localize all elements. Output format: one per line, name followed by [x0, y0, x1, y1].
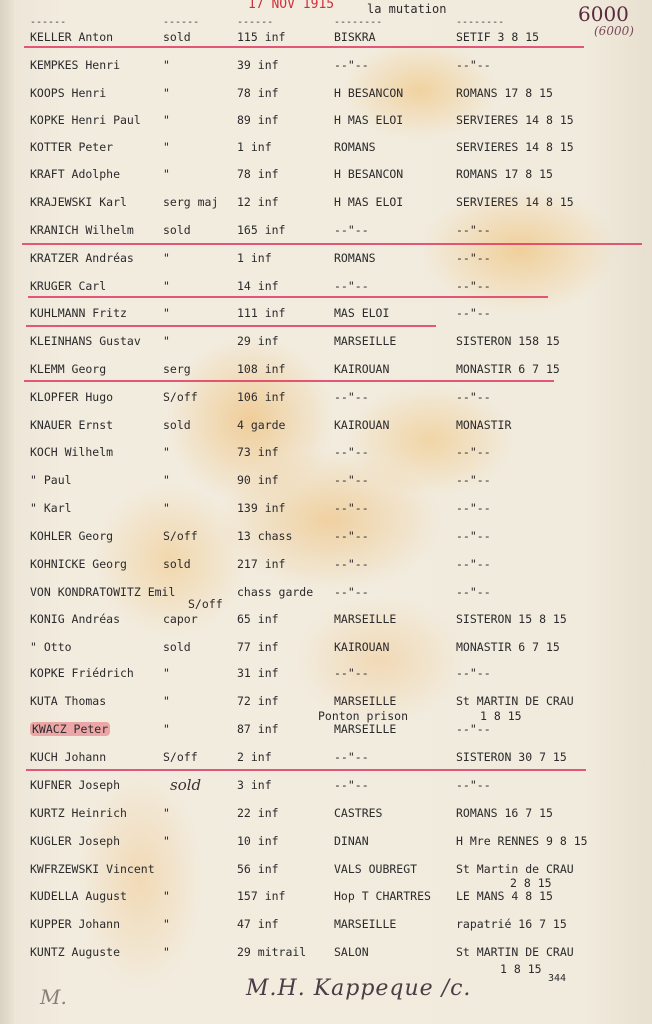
cell-destination: LE MANS 4 8 15	[456, 889, 553, 903]
cell-rank: "	[163, 334, 170, 348]
cell-destination: H Mre RENNES 9 8 15	[456, 834, 588, 848]
cell-location: --"--	[334, 501, 369, 515]
cell-name: KWACZ Peter	[32, 722, 109, 736]
cell-location: ROMANS	[334, 251, 376, 265]
cell-location: --"--	[334, 778, 369, 792]
cell-destination: SISTERON 30 7 15	[456, 750, 567, 764]
cell-location: VALS OUBREGT	[334, 862, 418, 876]
table-row	[0, 473, 652, 493]
cell-name: KUFNER Joseph	[30, 778, 121, 792]
red-underline	[24, 380, 554, 382]
cell-unit: 157 inf	[237, 889, 286, 903]
cell-unit: 1 inf	[237, 140, 272, 154]
cell-location: MARSEILLE	[334, 612, 397, 626]
cell-location: ROMANS	[334, 140, 376, 154]
cell-destination: ROMANS 16 7 15	[456, 806, 553, 820]
table-row	[0, 557, 652, 577]
cell-unit: 4 garde	[237, 418, 286, 432]
cell-destination: --"--	[456, 778, 491, 792]
cell-name: KUNTZ Auguste	[30, 945, 121, 959]
cell-name: KUGLER Joseph	[30, 834, 121, 848]
cell-location: SALON	[334, 945, 369, 959]
header-rule: ------	[163, 17, 200, 28]
cell-name: KELLER Anton	[30, 30, 114, 44]
cell-destination: St MARTIN DE CRAU	[456, 694, 574, 708]
cell-name: KEMPKES Henri	[30, 58, 121, 72]
cell-destination: St Martin de CRAU	[456, 862, 574, 876]
cell-rank: "	[163, 167, 170, 181]
table-row	[0, 306, 652, 326]
table-row	[0, 113, 652, 133]
cell-rank: sold	[163, 418, 191, 432]
cell-destination: --"--	[456, 390, 491, 404]
red-underline	[22, 243, 642, 245]
cell-rank: serg maj	[163, 195, 219, 209]
cell-name: VON KONDRATOWITZ Emil	[30, 585, 176, 599]
cell-unit: 29 mitrail	[237, 945, 307, 959]
cell-destination: --"--	[456, 501, 491, 515]
cell-name: KURTZ Heinrich	[30, 806, 127, 820]
cell-name: KOOPS Henri	[30, 86, 107, 100]
table-row	[0, 501, 652, 521]
cell-name: KOHLER Georg	[30, 529, 114, 543]
cell-rank: sold	[163, 557, 191, 571]
header-rule: ------	[30, 17, 67, 28]
cell-unit: 39 inf	[237, 58, 279, 72]
cell-destination: --"--	[456, 223, 491, 237]
cell-unit: 108 inf	[237, 362, 286, 376]
table-row	[0, 86, 652, 106]
table-row	[0, 722, 652, 742]
cell-destination: --"--	[456, 279, 491, 293]
cell-rank: "	[163, 113, 170, 127]
handwritten-rank: sold	[170, 776, 202, 794]
table-row	[0, 167, 652, 187]
cell-location: --"--	[334, 390, 369, 404]
table-row	[0, 640, 652, 660]
table-row	[0, 806, 652, 826]
cell-unit: chass garde	[237, 585, 314, 599]
cell-location: H MAS ELOI	[334, 113, 404, 127]
cell-location: --"--	[334, 473, 369, 487]
cell-name: KUDELLA August	[30, 889, 127, 903]
table-row	[0, 666, 652, 686]
cell-destination: SERVIERES 14 8 15	[456, 140, 574, 154]
cell-destination: --"--	[456, 557, 491, 571]
cell-location: MAS ELOI	[334, 306, 390, 320]
cell-name: " Otto	[30, 640, 72, 654]
cell-rank: "	[163, 445, 170, 459]
cell-name: KRATZER Andréas	[30, 251, 134, 265]
cell-rank: "	[163, 722, 170, 736]
table-row	[0, 445, 652, 465]
cell-destination: SERVIERES 14 8 15	[456, 113, 574, 127]
cell-rank: S/off	[163, 750, 198, 764]
cell-destination: --"--	[456, 58, 491, 72]
table-row	[0, 612, 652, 632]
cell-name: KUCH Johann	[30, 750, 107, 764]
cell-destination: --"--	[456, 529, 491, 543]
cell-name: KUTA Thomas	[30, 694, 107, 708]
cell-unit: 78 inf	[237, 167, 279, 181]
cell-rank: sold	[163, 223, 191, 237]
table-row	[0, 195, 652, 215]
cell-rank: "	[163, 501, 170, 515]
cell-unit: 89 inf	[237, 113, 279, 127]
red-underline	[26, 325, 436, 327]
cell-location: --"--	[334, 750, 369, 764]
cell-rank: "	[163, 473, 170, 487]
table-row	[0, 889, 652, 909]
cell-location: BISKRA	[334, 30, 376, 44]
cell-rank: "	[163, 834, 170, 848]
cell-unit: 139 inf	[237, 501, 286, 515]
cell-location: --"--	[334, 58, 369, 72]
cell-destination: MONASTIR 6 7 15	[456, 640, 560, 654]
cell-location: --"--	[334, 557, 369, 571]
table-row	[0, 390, 652, 410]
cell-destination: SERVIERES 14 8 15	[456, 195, 574, 209]
cell-rank: capor	[163, 612, 198, 626]
cell-unit: 65 inf	[237, 612, 279, 626]
cell-unit: 87 inf	[237, 722, 279, 736]
header-rule: --------	[456, 17, 505, 28]
cell-location: --"--	[334, 223, 369, 237]
cell-rank: "	[163, 945, 170, 959]
cell-name: KLOPFER Hugo	[30, 390, 114, 404]
column-header-mutation: la mutation	[367, 2, 447, 16]
cell-unit: 2 inf	[237, 750, 272, 764]
cell-name: KOHNICKE Georg	[30, 557, 127, 571]
table-row	[0, 223, 652, 243]
table-row	[0, 251, 652, 271]
cell-unit: 217 inf	[237, 557, 286, 571]
cell-destination: --"--	[456, 666, 491, 680]
cell-location: KAIROUAN	[334, 362, 390, 376]
cell-destination: --"--	[456, 251, 491, 265]
date-note: 1 8 15	[500, 962, 542, 976]
table-row	[0, 750, 652, 770]
cell-name: KRUGER Carl	[30, 279, 107, 293]
cell-destination: MONASTIR	[456, 418, 512, 432]
table-row	[0, 418, 652, 438]
cell-rank: "	[163, 306, 170, 320]
cell-destination: --"--	[456, 585, 491, 599]
page-number: 344	[548, 973, 567, 984]
cell-name: KOCH Wilhelm	[30, 445, 114, 459]
red-underline	[28, 296, 548, 298]
cell-rank: "	[163, 889, 170, 903]
cell-location: MARSEILLE	[334, 694, 397, 708]
cell-location: --"--	[334, 279, 369, 293]
cell-location: H BESANCON	[334, 86, 404, 100]
cell-location: Hop T CHARTRES	[334, 889, 431, 903]
cell-unit: 106 inf	[237, 390, 286, 404]
cell-unit: 77 inf	[237, 640, 279, 654]
cell-destination: rapatrié 16 7 15	[456, 917, 567, 931]
date-note: 2 8 15	[510, 876, 552, 890]
cell-name: KUHLMANN Fritz	[30, 306, 127, 320]
cell-name: KLEINHANS Gustav	[30, 334, 141, 348]
cell-unit: 14 inf	[237, 279, 279, 293]
table-row	[0, 917, 652, 937]
cell-unit: 111 inf	[237, 306, 286, 320]
cell-unit: 47 inf	[237, 917, 279, 931]
cell-location: DINAN	[334, 834, 369, 848]
pencil-number: 6000	[578, 2, 629, 26]
table-row	[0, 529, 652, 549]
cell-name: KRANICH Wilhelm	[30, 223, 134, 237]
table-row	[0, 862, 652, 882]
cell-rank: "	[163, 58, 170, 72]
cell-rank: "	[163, 86, 170, 100]
cell-destination: --"--	[456, 445, 491, 459]
cell-destination: SISTERON 15 8 15	[456, 612, 567, 626]
cell-name: KUPPER Johann	[30, 917, 121, 931]
cell-destination: --"--	[456, 722, 491, 736]
table-row	[0, 834, 652, 854]
cell-location: KAIROUAN	[334, 640, 390, 654]
cell-rank: "	[163, 140, 170, 154]
date-note: 1 8 15	[480, 709, 522, 723]
cell-rank: sold	[163, 640, 191, 654]
cell-unit: 56 inf	[237, 862, 279, 876]
table-row	[0, 778, 652, 798]
red-underline	[24, 46, 584, 48]
cell-name: " Paul	[30, 473, 72, 487]
cell-rank: "	[163, 806, 170, 820]
rank-annotation: S/off	[188, 597, 223, 611]
cell-name: KWFRZEWSKI Vincent	[30, 862, 155, 876]
cell-destination: St MARTIN DE CRAU	[456, 945, 574, 959]
cell-name: KOTTER Peter	[30, 140, 114, 154]
cell-destination: ROMANS 17 8 15	[456, 167, 553, 181]
header-rule: ------	[237, 17, 274, 28]
cell-unit: 10 inf	[237, 834, 279, 848]
cell-unit: 22 inf	[237, 806, 279, 820]
date-stamp: 17 NOV 1915	[248, 0, 335, 12]
cell-unit: 115 inf	[237, 30, 286, 44]
cell-name: KOPKE Henri Paul	[30, 113, 141, 127]
cell-unit: 1 inf	[237, 251, 272, 265]
cell-rank: "	[163, 666, 170, 680]
cell-location: --"--	[334, 445, 369, 459]
cell-rank: S/off	[163, 390, 198, 404]
cell-unit: 12 inf	[237, 195, 279, 209]
cell-name: KONIG Andréas	[30, 612, 121, 626]
cell-name: KRAJEWSKI Karl	[30, 195, 127, 209]
cell-location: KAIROUAN	[334, 418, 390, 432]
cell-destination: --"--	[456, 306, 491, 320]
corner-mark: M.	[40, 985, 67, 1009]
cell-unit: 13 chass	[237, 529, 293, 543]
cell-unit: 3 inf	[237, 778, 272, 792]
cell-location: MARSEILLE	[334, 722, 397, 736]
red-underline	[26, 769, 586, 771]
cell-location: MARSEILLE	[334, 334, 397, 348]
cell-unit: 29 inf	[237, 334, 279, 348]
cell-destination: SISTERON 158 15	[456, 334, 560, 348]
table-row	[0, 945, 652, 965]
pencil-number-paren: (6000)	[594, 24, 634, 38]
cell-destination: SETIF 3 8 15	[456, 30, 540, 44]
cell-location: --"--	[334, 666, 369, 680]
cell-name: KLEMM Georg	[30, 362, 107, 376]
cell-location: MARSEILLE	[334, 917, 397, 931]
cell-rank: "	[163, 917, 170, 931]
cell-rank: serg	[163, 362, 191, 376]
cell-unit: 72 inf	[237, 694, 279, 708]
cell-unit: 90 inf	[237, 473, 279, 487]
cell-location: H BESANCON	[334, 167, 404, 181]
cell-location: CASTRES	[334, 806, 383, 820]
table-row	[0, 362, 652, 382]
table-row	[0, 585, 652, 605]
ponton-note: Ponton prison	[318, 709, 409, 723]
cell-destination: MONASTIR 6 7 15	[456, 362, 560, 376]
cell-location: --"--	[334, 529, 369, 543]
header-rule: --------	[334, 17, 383, 28]
signature: M.H. Kappeque /c.	[246, 976, 472, 1001]
cell-location: --"--	[334, 585, 369, 599]
cell-name: KNAUER Ernst	[30, 418, 114, 432]
cell-unit: 31 inf	[237, 666, 279, 680]
cell-name: KRAFT Adolphe	[30, 167, 121, 181]
table-row	[0, 58, 652, 78]
cell-unit: 73 inf	[237, 445, 279, 459]
table-row	[0, 334, 652, 354]
cell-unit: 78 inf	[237, 86, 279, 100]
cell-rank: "	[163, 251, 170, 265]
cell-rank: "	[163, 694, 170, 708]
cell-rank: "	[163, 279, 170, 293]
cell-name: " Karl	[30, 501, 72, 515]
cell-location: H MAS ELOI	[334, 195, 404, 209]
cell-rank: sold	[163, 30, 191, 44]
cell-unit: 165 inf	[237, 223, 286, 237]
table-row	[0, 140, 652, 160]
cell-destination: ROMANS 17 8 15	[456, 86, 553, 100]
cell-name: KOPKE Friédrich	[30, 666, 134, 680]
cell-destination: --"--	[456, 473, 491, 487]
cell-rank: S/off	[163, 529, 198, 543]
